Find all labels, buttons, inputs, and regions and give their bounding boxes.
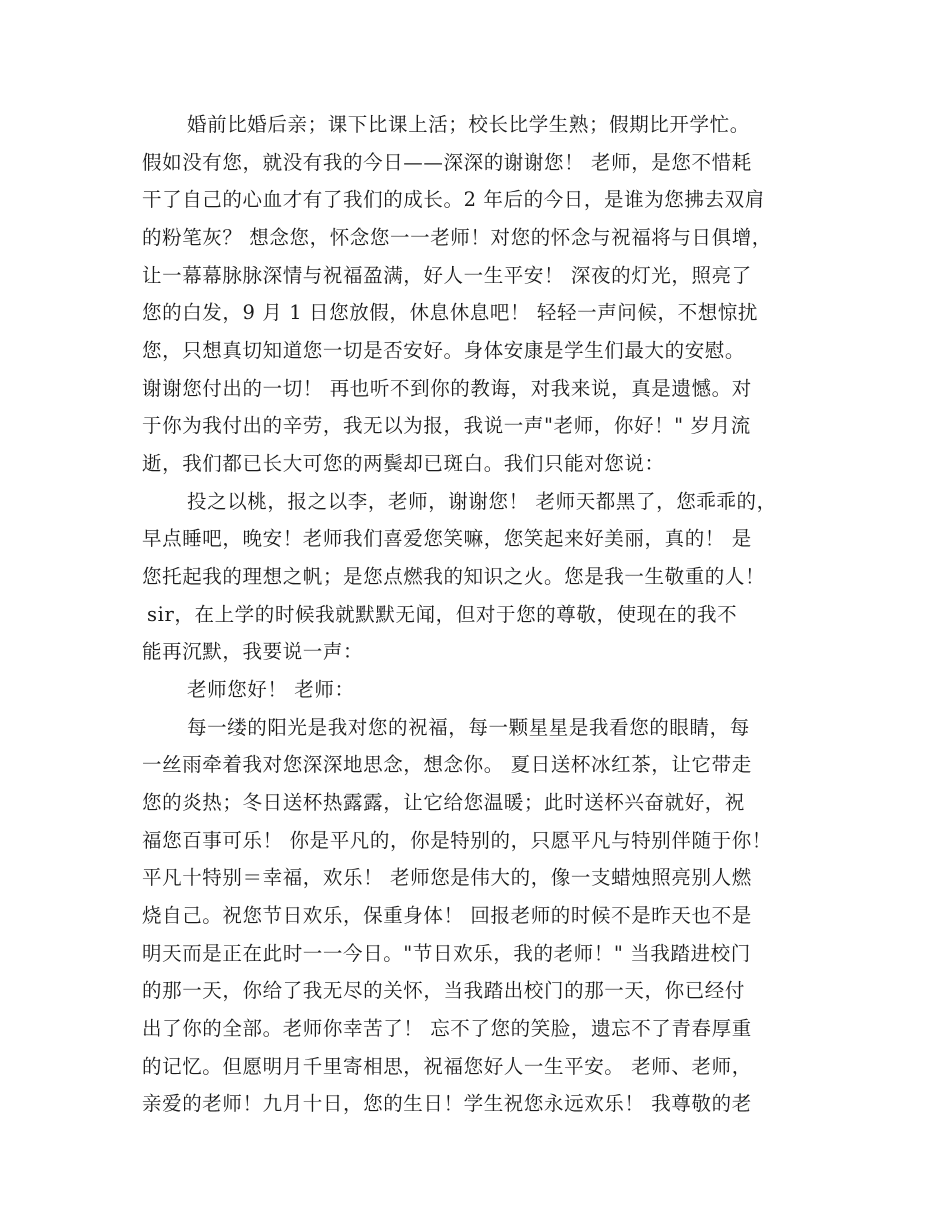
text-line: 您，只想真切知道您一切是否安好。身体安康是学生们最大的安慰。 [142,339,746,362]
text-line: 的记忆。但愿明月千里寄相思，祝福您好人一生平安。 老师、老师， [142,1055,752,1078]
text-line: 平凡十特别＝幸福，欢乐！ 老师您是伟大的，像一支蜡烛照亮别人燃 [142,866,752,889]
text-line: 谢谢您付出的一切！ 再也听不到你的教诲，对我来说，真是遗憾。对 [142,377,752,400]
text-line: 假如没有您，就没有我的今日——深深的谢谢您！ 老师，是您不惜耗 [142,151,752,174]
text-line: 逝，我们都已长大可您的两鬓却已斑白。我们只能对您说： [142,452,665,475]
text-line: 婚前比婚后亲；课下比课上活；校长比学生熟；假期比开学忙。 [187,113,750,136]
text-line: 每一缕的阳光是我对您的祝福，每一颗星星是我看您的眼睛，每 [187,716,750,739]
text-line: 亲爱的老师！九月十日，您的生日！学生祝您永远欢乐！ 我尊敬的老 [142,1092,752,1115]
text-line: 出了你的全部。老师你幸苦了！ 忘不了您的笑脸，遗忘不了青春厚重 [142,1017,752,1040]
text-line: 干了自己的心血才有了我们的成长。2 年后的今日，是谁为您拂去双肩 [142,188,765,211]
text-line: 您的炎热；冬日送杯热露露，让它给您温暖；此时送杯兴奋就好，祝 [142,791,746,814]
text-line: 您托起我的理想之帆；是您点燃我的知识之火。您是我一生敬重的人！ [142,565,766,588]
text-line: 老师您好！ 老师： [187,678,355,701]
text-line: 明天而是正在此时一一今日。"节日欢乐，我的老师！" 当我踏进校门 [142,942,751,965]
text-line: 让一幕幕脉脉深情与祝福盈满，好人一生平安！ 深夜的灯光，照亮了 [142,264,752,287]
text-line: 的粉笔灰？ 想念您，怀念您一一老师！对您的怀念与祝福将与日俱增， [142,226,772,249]
text-line: sir，在上学的时候我就默默无闻，但对于您的尊敬，使现在的我不 [147,603,738,626]
text-line: 投之以桃，报之以李，老师，谢谢您！ 老师天都黑了，您乖乖的， [187,490,777,513]
text-line: 一丝雨牵着我对您深深地思念，想念你。 夏日送杯冰红茶，让它带走 [142,753,752,776]
text-line: 能再沉默，我要说一声： [142,640,364,663]
text-line: 的那一天，你给了我无尽的关怀，当我踏出校门的那一天，你已经付 [142,979,746,1002]
text-line: 于你为我付出的辛劳，我无以为报，我说一声"老师，你好！" 岁月流 [142,414,751,437]
text-line: 福您百事可乐！ 你是平凡的，你是特别的，只愿平凡与特别伴随于你！ [142,829,772,852]
text-line: 早点睡吧，晚安！老师我们喜爱您笑嘛，您笑起来好美丽，真的！ 是 [142,527,752,550]
text-line: 您的白发，9 月 1 日您放假，休息休息吧！ 轻轻一声问候，不想惊扰 [142,301,759,324]
text-line: 烧自己。祝您节日欢乐，保重身体！ 回报老师的时候不是昨天也不是 [142,904,752,927]
